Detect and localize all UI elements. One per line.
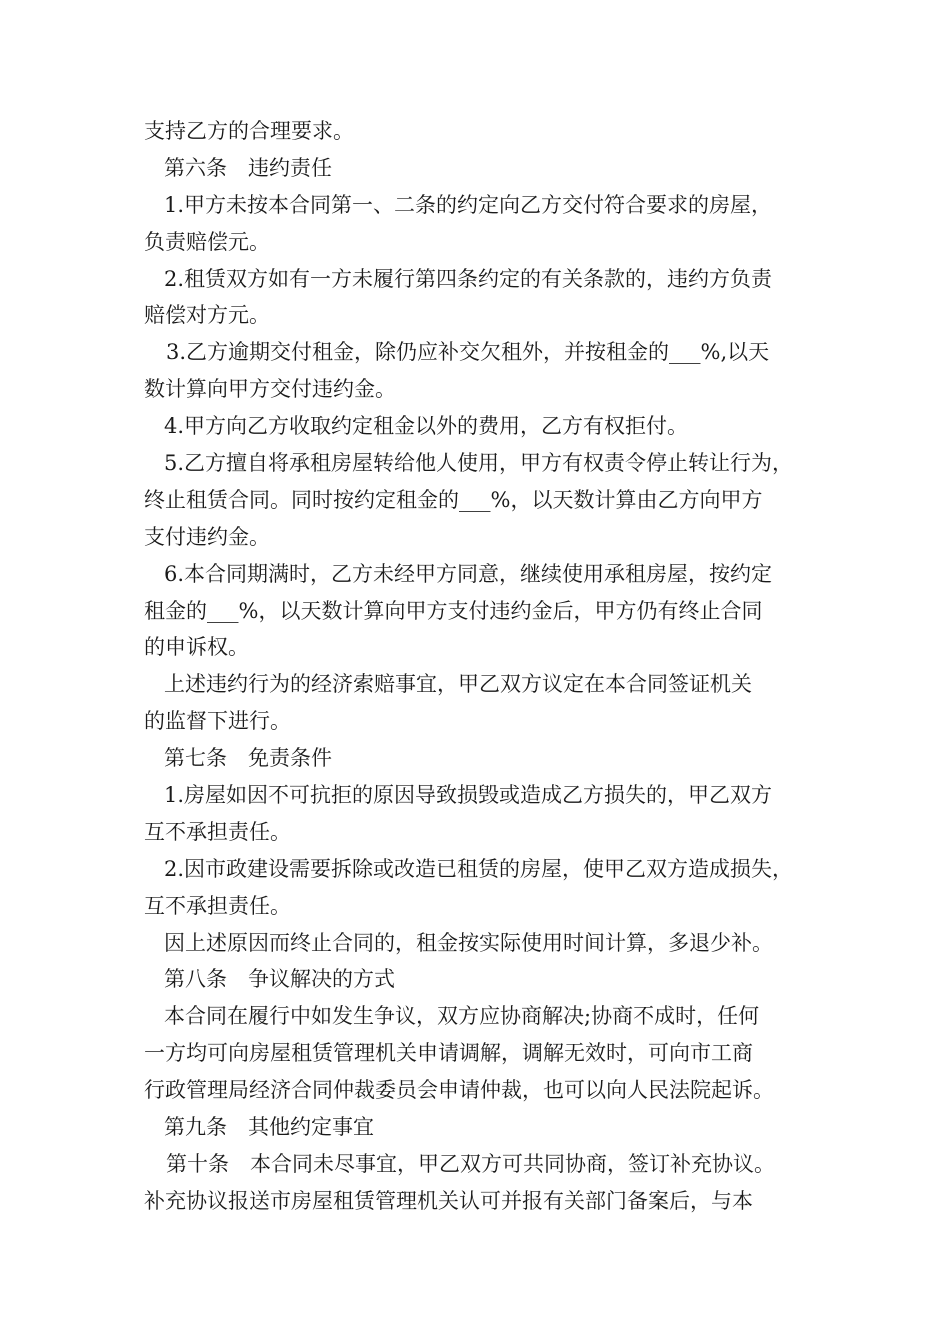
text-line: 的监督下进行。 — [144, 709, 291, 734]
text-line: 行政管理局经济合同仲裁委员会申请仲裁，也可以向人民法院起诉。 — [144, 1078, 774, 1103]
text-line: 负责赔偿元。 — [144, 229, 270, 254]
text-line: 1.甲方未按本合同第一、二条的约定向乙方交付符合要求的房屋， — [164, 192, 773, 217]
text-line: 本合同在履行中如发生争议，双方应协商解决;协商不成时，任何 — [164, 1004, 760, 1029]
text-line: 的申诉权。 — [144, 635, 249, 660]
text-line: 支付违约金。 — [144, 524, 270, 549]
text-line: 2.因市政建设需要拆除或改造已租赁的房屋，使甲乙双方造成损失， — [164, 856, 794, 881]
text-line: 互不承担责任。 — [144, 893, 291, 918]
text-line: 互不承担责任。 — [144, 819, 291, 844]
text-line: 第九条 其他约定事宜 — [164, 1115, 374, 1140]
text-line: 1.房屋如因不可抗拒的原因导致损毁或造成乙方损失的，甲乙双方 — [164, 783, 773, 808]
text-line: 一方均可向房屋租赁管理机关申请调解，调解无效时，可向市工商 — [144, 1041, 753, 1066]
contract-text-body — [144, 113, 834, 1220]
text-line: 第七条 免责条件 — [164, 746, 332, 771]
text-line: 赔偿对方元。 — [144, 303, 270, 328]
text-line: 第八条 争议解决的方式 — [164, 967, 395, 992]
text-line: 上述违约行为的经济索赔事宜，甲乙双方议定在本合同签证机关 — [164, 672, 752, 697]
text-line: 租金的___%，以天数计算向甲方支付违约金后，甲方仍有终止合同 — [144, 598, 763, 623]
text-line: 数计算向甲方交付违约金。 — [144, 377, 396, 402]
text-line: 5.乙方擅自将承租房屋转给他人使用，甲方有权责令停止转让行为， — [164, 451, 794, 476]
text-line: 终止租赁合同。同时按约定租金的___%，以天数计算由乙方向甲方 — [144, 487, 763, 512]
text-line: 第六条 违约责任 — [164, 155, 332, 180]
text-line: 第十条 本合同未尽事宜，甲乙双方可共同协商，签订补充协议。 — [166, 1151, 775, 1176]
text-line: 4.甲方向乙方收取约定租金以外的费用，乙方有权拒付。 — [164, 414, 689, 439]
text-line: 6.本合同期满时，乙方未经甲方同意，继续使用承租房屋，按约定 — [164, 561, 773, 586]
text-line: 补充协议报送市房屋租赁管理机关认可并报有关部门备案后，与本 — [144, 1188, 753, 1213]
text-line: 因上述原因而终止合同的，租金按实际使用时间计算，多退少补。 — [164, 930, 773, 955]
text-line: 支持乙方的合理要求。 — [144, 119, 354, 143]
text-line: 2.租赁双方如有一方未履行第四条约定的有关条款的，违约方负责 — [164, 266, 773, 291]
text-line: 3.乙方逾期交付租金，除仍应补交欠租外，并按租金的___%,以天 — [166, 340, 770, 365]
